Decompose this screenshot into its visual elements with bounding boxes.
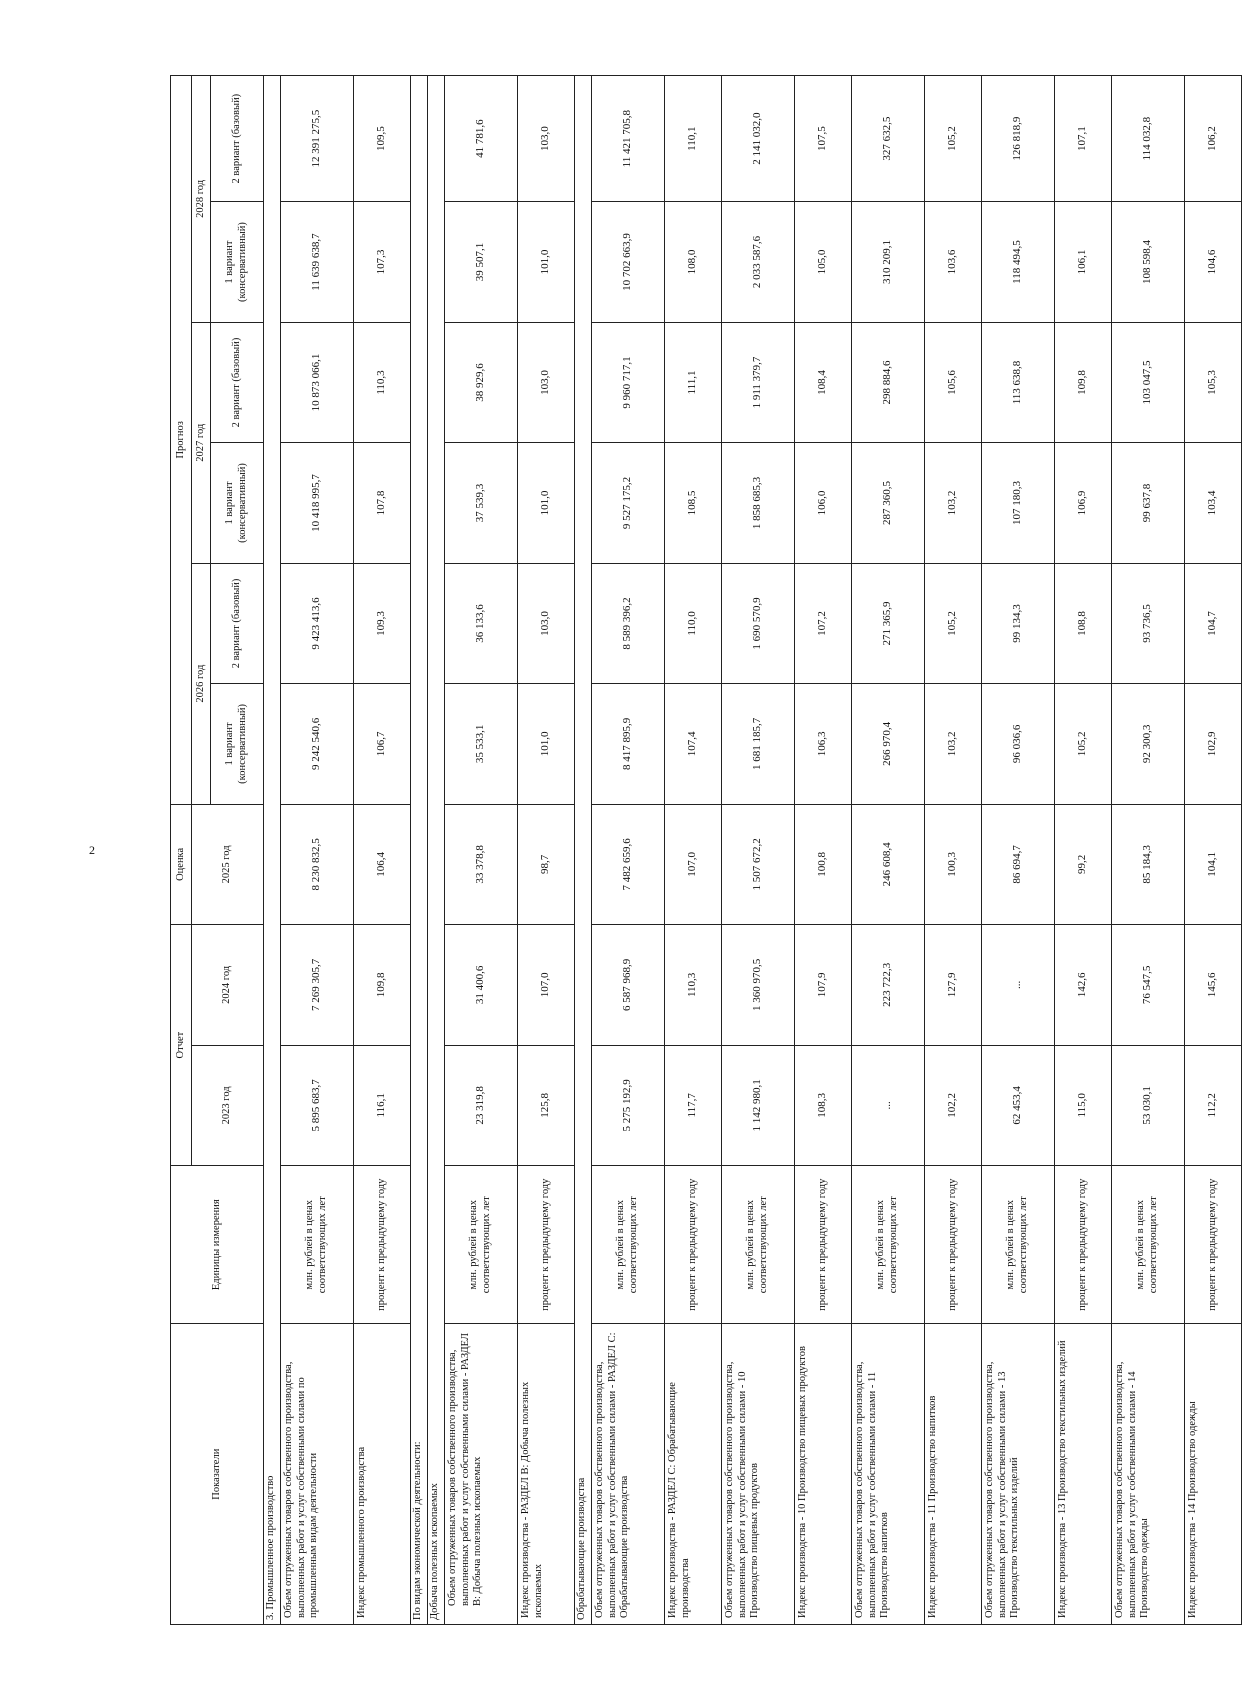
cell-2026-v1: 8 417 895,9	[592, 684, 665, 804]
cell-2025: 86 694,7	[982, 804, 1055, 924]
cell-2025: 107,0	[665, 804, 722, 924]
table-row	[665, 76, 722, 1625]
row-label: Объем отгруженных товаров собственного производства, выполненных работ и услуг собственными силами - РАЗДЕЛ C: Обрабатывающие производства	[592, 1324, 665, 1625]
cell-2028-v1: 101,0	[518, 202, 575, 322]
cell-2028-v1: 10 702 663,9	[592, 202, 665, 322]
cell-2026-v1: 101,0	[518, 684, 575, 804]
cell-2026-v2: 9 423 413,6	[281, 563, 354, 683]
cell-2028-v1: 106,1	[1055, 202, 1112, 322]
cell-2024: 223 722,3	[852, 925, 925, 1045]
row-label: Объем отгруженных товаров собственного производства, выполненных работ и услуг собственными силами - 11 Производство напитков	[852, 1324, 925, 1625]
cell-2028-v1: 108,0	[665, 202, 722, 322]
header-estimate: Оценка	[171, 804, 192, 924]
cell-2024: 31 400,6	[445, 925, 518, 1045]
cell-2024: 142,6	[1055, 925, 1112, 1045]
cell-2027-v1: 106,9	[1055, 443, 1112, 563]
cell-2028-v2: 41 781,6	[445, 76, 518, 202]
cell-2025: 33 378,8	[445, 804, 518, 924]
cell-2028-v2: 12 391 275,5	[281, 76, 354, 202]
row-unit: млн. рублей в ценах соответствующих лет	[852, 1166, 925, 1324]
cell-2028-v1: 107,3	[354, 202, 411, 322]
cell-2025: 100,3	[925, 804, 982, 924]
cell-2026-v1: 105,2	[1055, 684, 1112, 804]
table-row	[518, 76, 575, 1625]
cell-2024: 107,0	[518, 925, 575, 1045]
section-row	[428, 76, 445, 1625]
page-number: 2	[89, 843, 95, 857]
cell-2023: 125,8	[518, 1045, 575, 1165]
cell-2027-v1: 1 858 685,3	[722, 443, 795, 563]
cell-2026-v2: 103,0	[518, 563, 575, 683]
cell-2028-v1: 104,6	[1185, 202, 1242, 322]
section-row	[411, 76, 428, 1625]
table-row	[1112, 76, 1185, 1625]
cell-2026-v1: 1 681 185,7	[722, 684, 795, 804]
cell-2028-v2: 114 032,8	[1112, 76, 1185, 202]
table-row	[852, 76, 925, 1625]
row-unit: млн. рублей в ценах соответствующих лет	[982, 1166, 1055, 1324]
cell-2027-v1: 9 527 175,2	[592, 443, 665, 563]
cell-2023: 23 319,8	[445, 1045, 518, 1165]
cell-2026-v2: 36 133,6	[445, 563, 518, 683]
table-row	[795, 76, 852, 1625]
cell-2028-v1: 118 494,5	[982, 202, 1055, 322]
cell-2025: 98,7	[518, 804, 575, 924]
cell-2026-v2: 271 365,9	[852, 563, 925, 683]
header-2028-var1: 1 вариант (консервативный)	[211, 202, 264, 322]
row-label: Индекс производства - 14 Производство одежды	[1185, 1324, 1242, 1625]
cell-2027-v1: 10 418 995,7	[281, 443, 354, 563]
cell-2027-v1: 108,5	[665, 443, 722, 563]
cell-2027-v2: 103,0	[518, 322, 575, 442]
header-2024: 2024 год	[192, 925, 264, 1045]
cell-2027-v2: 38 929,6	[445, 322, 518, 442]
row-label: Объем отгруженных товаров собственного производства, выполненных работ и услуг собственными силами - 13 Производство текстильных изделий	[982, 1324, 1055, 1625]
cell-2026-v2: 99 134,3	[982, 563, 1055, 683]
row-unit: процент к предыдущему году	[518, 1166, 575, 1324]
row-label: Индекс промышленного производства	[354, 1324, 411, 1625]
table-row	[925, 76, 982, 1625]
rotated-table-container	[170, 75, 1219, 1625]
cell-2028-v2: 103,0	[518, 76, 575, 202]
cell-2028-v1: 2 033 587,6	[722, 202, 795, 322]
row-unit: млн. рублей в ценах соответствующих лет	[592, 1166, 665, 1324]
cell-2027-v2: 111,1	[665, 322, 722, 442]
row-unit: процент к предыдущему году	[925, 1166, 982, 1324]
cell-2026-v2: 93 736,5	[1112, 563, 1185, 683]
header-2028-var2: 2 вариант (базовый)	[211, 76, 264, 202]
row-unit: млн. рублей в ценах соответствующих лет	[722, 1166, 795, 1324]
cell-2026-v1: 107,4	[665, 684, 722, 804]
cell-2028-v2: 106,2	[1185, 76, 1242, 202]
forecast-table	[170, 75, 1242, 1625]
cell-2023: 115,0	[1055, 1045, 1112, 1165]
cell-2024: 145,6	[1185, 925, 1242, 1045]
header-2027-var2: 2 вариант (базовый)	[211, 322, 264, 442]
header-2026-var1: 1 вариант (консервативный)	[211, 684, 264, 804]
cell-2025: 246 608,4	[852, 804, 925, 924]
row-label: Объем отгруженных товаров собственного производства, выполненных работ и услуг собственными силами - 10 Производство пищевых продуктов	[722, 1324, 795, 1625]
cell-2027-v2: 108,4	[795, 322, 852, 442]
cell-2023: 62 453,4	[982, 1045, 1055, 1165]
header-units: Единицы измерения	[171, 1166, 264, 1324]
cell-2025: 106,4	[354, 804, 411, 924]
cell-2025: 1 507 672,2	[722, 804, 795, 924]
cell-2028-v2: 105,2	[925, 76, 982, 202]
cell-2027-v2: 103 047,5	[1112, 322, 1185, 442]
cell-2028-v2: 327 632,5	[852, 76, 925, 202]
cell-2026-v1: 92 300,3	[1112, 684, 1185, 804]
cell-2028-v2: 109,5	[354, 76, 411, 202]
cell-2028-v2: 2 141 032,0	[722, 76, 795, 202]
table-row	[722, 76, 795, 1625]
cell-2023: 53 030,1	[1112, 1045, 1185, 1165]
cell-2028-v2: 11 421 705,8	[592, 76, 665, 202]
row-unit: млн. рублей в ценах соответствующих лет	[281, 1166, 354, 1324]
row-label: Индекс производства - РАЗДЕЛ C: Обрабатывающие производства	[665, 1324, 722, 1625]
cell-2024: 110,3	[665, 925, 722, 1045]
header-indicators: Показатели	[171, 1324, 264, 1625]
section-title: Обрабатывающие производства	[575, 76, 592, 1625]
cell-2024: 76 547,5	[1112, 925, 1185, 1045]
cell-2023: 112,2	[1185, 1045, 1242, 1165]
cell-2023: 116,1	[354, 1045, 411, 1165]
cell-2026-v2: 8 589 396,2	[592, 563, 665, 683]
cell-2028-v1: 103,6	[925, 202, 982, 322]
section-row	[575, 76, 592, 1625]
cell-2028-v1: 105,0	[795, 202, 852, 322]
cell-2027-v1: 106,0	[795, 443, 852, 563]
row-label: Индекс производства - 10 Производство пищевых продуктов	[795, 1324, 852, 1625]
cell-2027-v1: 107,8	[354, 443, 411, 563]
cell-2024: 1 360 970,5	[722, 925, 795, 1045]
cell-2028-v1: 108 598,4	[1112, 202, 1185, 322]
row-label: Индекс производства - 11 Производство напитков	[925, 1324, 982, 1625]
header-2025: 2025 год	[192, 804, 264, 924]
cell-2027-v1: 103,4	[1185, 443, 1242, 563]
cell-2026-v1: 96 036,6	[982, 684, 1055, 804]
cell-2026-v2: 104,7	[1185, 563, 1242, 683]
header-2026-var2: 2 вариант (базовый)	[211, 563, 264, 683]
cell-2023: 5 895 683,7	[281, 1045, 354, 1165]
table-row	[445, 76, 518, 1625]
header-2027: 2027 год	[192, 322, 211, 563]
row-unit: процент к предыдущему году	[354, 1166, 411, 1324]
cell-2025: 100,8	[795, 804, 852, 924]
cell-2027-v2: 105,3	[1185, 322, 1242, 442]
cell-2025: 7 482 659,6	[592, 804, 665, 924]
cell-2024: 109,8	[354, 925, 411, 1045]
row-unit: млн. рублей в ценах соответствующих лет	[445, 1166, 518, 1324]
cell-2026-v2: 110,0	[665, 563, 722, 683]
cell-2026-v1: 266 970,4	[852, 684, 925, 804]
row-unit: процент к предыдущему году	[1055, 1166, 1112, 1324]
cell-2024: 127,9	[925, 925, 982, 1045]
row-unit: млн. рублей в ценах соответствующих лет	[1112, 1166, 1185, 1324]
cell-2026-v1: 106,3	[795, 684, 852, 804]
cell-2023: 102,2	[925, 1045, 982, 1165]
header-2028: 2028 год	[192, 76, 211, 323]
header-forecast: Прогноз	[171, 76, 192, 805]
cell-2027-v1: 101,0	[518, 443, 575, 563]
cell-2027-v2: 9 960 717,1	[592, 322, 665, 442]
header-2023: 2023 год	[192, 1045, 264, 1165]
cell-2027-v2: 109,8	[1055, 322, 1112, 442]
cell-2023: 108,3	[795, 1045, 852, 1165]
row-unit: процент к предыдущему году	[1185, 1166, 1242, 1324]
section-title: По видам экономической деятельности:	[411, 76, 428, 1625]
cell-2025: 99,2	[1055, 804, 1112, 924]
header-2026: 2026 год	[192, 563, 211, 804]
row-label: Объем отгруженных товаров собственного производства, выполненных работ и услуг собственными силами - РАЗДЕЛ B: Добыча полезных ископаемых	[445, 1324, 518, 1625]
cell-2026-v2: 105,2	[925, 563, 982, 683]
row-label: Объем отгруженных товаров собственного производства, выполненных работ и услуг собственными силами по промышленным видам деятельности	[281, 1324, 354, 1625]
cell-2023: ...	[852, 1045, 925, 1165]
cell-2027-v2: 105,6	[925, 322, 982, 442]
section-title: 3. Промышленное производство	[264, 76, 281, 1625]
cell-2026-v1: 9 242 540,6	[281, 684, 354, 804]
cell-2027-v1: 287 360,5	[852, 443, 925, 563]
header-2027-var1: 1 вариант (консервативный)	[211, 443, 264, 563]
cell-2028-v2: 107,5	[795, 76, 852, 202]
cell-2027-v1: 103,2	[925, 443, 982, 563]
section-title: Добыча полезных ископаемых	[428, 76, 445, 1625]
cell-2028-v1: 11 639 638,7	[281, 202, 354, 322]
cell-2026-v1: 102,9	[1185, 684, 1242, 804]
cell-2028-v2: 107,1	[1055, 76, 1112, 202]
cell-2027-v2: 1 911 379,7	[722, 322, 795, 442]
table-row	[1055, 76, 1112, 1625]
cell-2024: 6 587 968,9	[592, 925, 665, 1045]
row-unit: процент к предыдущему году	[795, 1166, 852, 1324]
cell-2023: 117,7	[665, 1045, 722, 1165]
header-report: Отчет	[171, 925, 192, 1166]
cell-2026-v1: 103,2	[925, 684, 982, 804]
cell-2023: 5 275 192,9	[592, 1045, 665, 1165]
row-label: Объем отгруженных товаров собственного производства, выполненных работ и услуг собственными силами - 14 Производство одежды	[1112, 1324, 1185, 1625]
cell-2027-v1: 99 637,8	[1112, 443, 1185, 563]
cell-2027-v2: 298 884,6	[852, 322, 925, 442]
table-row	[982, 76, 1055, 1625]
table-row	[281, 76, 354, 1625]
cell-2028-v1: 39 507,1	[445, 202, 518, 322]
cell-2023: 1 142 980,1	[722, 1045, 795, 1165]
cell-2024: 7 269 305,7	[281, 925, 354, 1045]
cell-2026-v2: 108,8	[1055, 563, 1112, 683]
cell-2027-v2: 110,3	[354, 322, 411, 442]
section-row	[264, 76, 281, 1625]
table-row	[1185, 76, 1242, 1625]
cell-2026-v2: 107,2	[795, 563, 852, 683]
cell-2026-v2: 109,3	[354, 563, 411, 683]
cell-2024: ...	[982, 925, 1055, 1045]
cell-2027-v2: 113 638,8	[982, 322, 1055, 442]
cell-2027-v2: 10 873 066,1	[281, 322, 354, 442]
cell-2028-v2: 110,1	[665, 76, 722, 202]
cell-2028-v1: 310 209,1	[852, 202, 925, 322]
cell-2025: 8 230 832,5	[281, 804, 354, 924]
row-label: Индекс производства - РАЗДЕЛ B: Добыча полезных ископаемых	[518, 1324, 575, 1625]
row-unit: процент к предыдущему году	[665, 1166, 722, 1324]
cell-2026-v1: 35 533,1	[445, 684, 518, 804]
cell-2025: 85 184,3	[1112, 804, 1185, 924]
row-label: Индекс производства - 13 Производство текстильных изделий	[1055, 1324, 1112, 1625]
table-row	[592, 76, 665, 1625]
cell-2028-v2: 126 818,9	[982, 76, 1055, 202]
cell-2025: 104,1	[1185, 804, 1242, 924]
cell-2026-v1: 106,7	[354, 684, 411, 804]
cell-2024: 107,9	[795, 925, 852, 1045]
table-row	[354, 76, 411, 1625]
cell-2027-v1: 37 539,3	[445, 443, 518, 563]
cell-2027-v1: 107 180,3	[982, 443, 1055, 563]
cell-2026-v2: 1 690 570,9	[722, 563, 795, 683]
